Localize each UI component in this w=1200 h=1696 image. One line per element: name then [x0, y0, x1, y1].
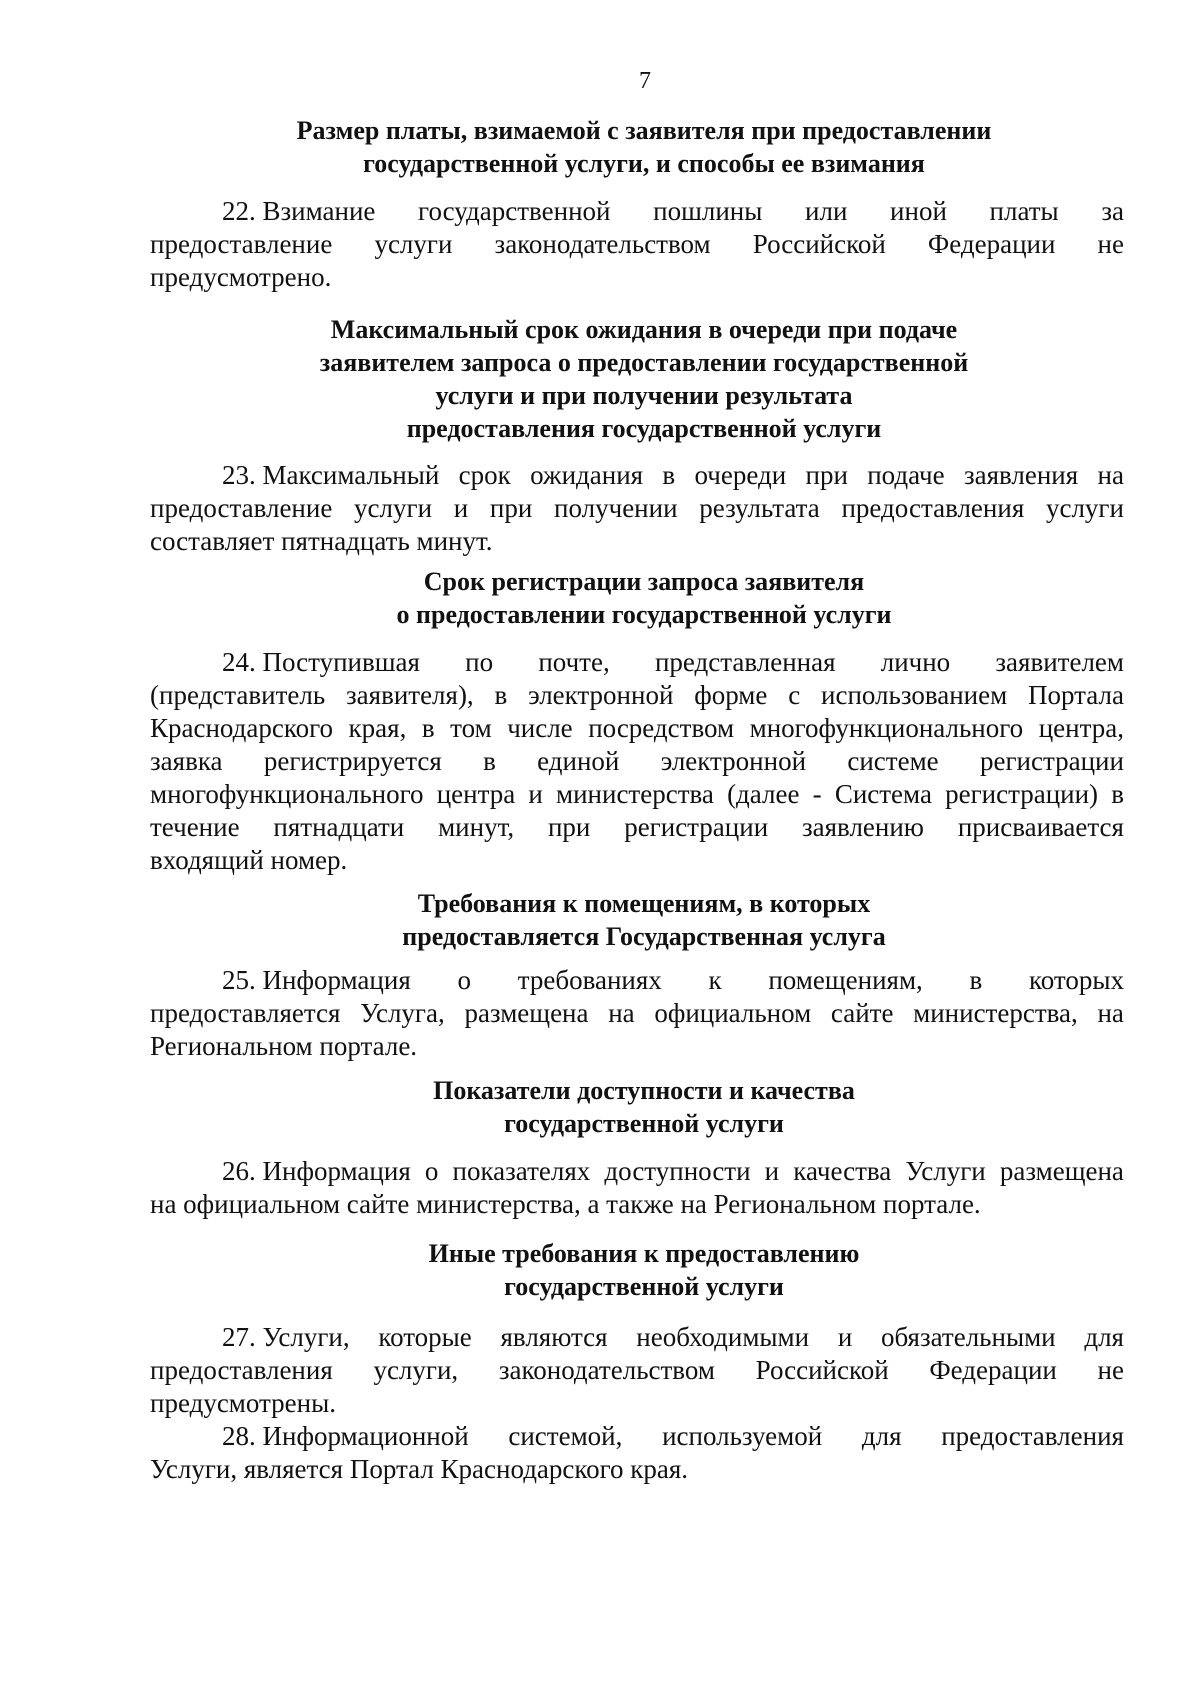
heading-line: Иные требования к предоставлению: [428, 1239, 860, 1268]
paragraph-line: [150, 964, 1124, 997]
paragraph-line: [150, 844, 1124, 877]
paragraph-line: [150, 1030, 1124, 1063]
word: 27. Услуги,: [222, 1322, 350, 1352]
paragraph-22: [150, 195, 1124, 294]
word: 26. Информация: [222, 1156, 411, 1186]
word: при: [489, 493, 533, 523]
paragraph-line: [150, 679, 1124, 712]
word: услуги: [1045, 493, 1124, 523]
heading-line: Максимальный срок ожидания в очереди при подаче: [330, 315, 958, 344]
paragraph-line: [150, 1420, 1124, 1453]
paragraph-line: [150, 745, 1124, 778]
heading-line: услуги и при получении результата: [435, 381, 853, 410]
word: платы: [989, 196, 1059, 226]
heading-line: Размер платы, взимаемой с заявителя при предоставлении: [296, 116, 992, 145]
word: министерства,: [913, 998, 1078, 1028]
paragraph-line: [150, 646, 1124, 679]
word: ожидания: [530, 460, 644, 490]
word: для: [861, 1421, 902, 1451]
word: многофункционального: [749, 713, 1024, 743]
word: Федерации: [929, 1355, 1057, 1385]
word: к: [708, 965, 722, 995]
word: Система: [834, 779, 932, 809]
word: Услуги, является Портал Краснодарского края.: [150, 1454, 689, 1484]
word: предусмотрено.: [150, 262, 332, 292]
word: при: [547, 812, 591, 842]
word: по: [465, 647, 494, 677]
word: в: [969, 965, 983, 995]
word: регистрации: [624, 812, 769, 842]
word: не: [1097, 1355, 1124, 1385]
word: при: [805, 460, 848, 490]
section-heading-other-requirements: [150, 1237, 1138, 1303]
word: законодательством: [498, 1355, 715, 1385]
paragraph-line: [150, 228, 1124, 261]
word: и: [764, 1156, 780, 1186]
word: 22. Взимание: [222, 196, 376, 226]
word: требованиях: [517, 965, 662, 995]
word: использованием: [821, 680, 1008, 710]
word: иной: [890, 196, 947, 226]
word: предоставления: [941, 1421, 1124, 1451]
heading-line: о предоставлении государственной услуги: [396, 600, 892, 629]
word: на: [1097, 998, 1124, 1028]
paragraph-line: [150, 778, 1124, 811]
word: регистрации): [945, 779, 1099, 809]
word: в: [494, 680, 508, 710]
word: которые: [378, 1322, 472, 1352]
word: 25. Информация: [222, 965, 411, 995]
paragraph-line: [150, 997, 1124, 1030]
word: входящий номер.: [150, 845, 348, 875]
paragraph-line: [150, 1354, 1124, 1387]
word: Услуга,: [360, 998, 445, 1028]
word: Услуги: [905, 1156, 986, 1186]
word: заявления: [963, 460, 1079, 490]
word: 23. Максимальный: [222, 460, 440, 490]
paragraph-line: [150, 1155, 1124, 1188]
word: и: [837, 1322, 853, 1352]
word: в: [421, 713, 435, 743]
paragraph-line: [150, 1321, 1124, 1354]
word: не: [1097, 229, 1124, 259]
word: о: [457, 965, 471, 995]
word: в: [662, 460, 676, 490]
word: (далее: [727, 779, 800, 809]
word: представленная: [654, 647, 836, 677]
page-number: 7: [639, 68, 651, 94]
word: обязательными: [880, 1322, 1056, 1352]
paragraph-line: [150, 492, 1124, 525]
word: пошлины: [653, 196, 763, 226]
word: посредством: [588, 713, 735, 743]
word: Федерации: [927, 229, 1056, 259]
word: официальном: [654, 998, 812, 1028]
word: в: [483, 746, 496, 776]
word: в: [1111, 779, 1124, 809]
word: системой,: [508, 1421, 623, 1451]
paragraph-line: [150, 1453, 1124, 1486]
word: подаче: [867, 460, 945, 490]
word: Российской: [755, 1355, 889, 1385]
word: заявителем: [995, 647, 1124, 677]
section-heading-queue-time: [150, 313, 1138, 445]
word: электронной: [528, 680, 674, 710]
word: многофункционального: [150, 779, 424, 809]
paragraph-line: [150, 261, 1124, 294]
word: заявлению: [801, 812, 924, 842]
word: и: [453, 493, 469, 523]
heading-line: Показатели доступности и качества: [433, 1076, 855, 1105]
word: размещена: [464, 998, 589, 1028]
word: качества: [793, 1156, 892, 1186]
word: услуги,: [373, 1355, 459, 1385]
word: сайте: [830, 998, 894, 1028]
word: центра,: [1038, 713, 1124, 743]
word: минут,: [438, 812, 515, 842]
word: заявителя),: [346, 680, 474, 710]
word: получении: [554, 493, 678, 523]
heading-line: заявителем запроса о предоставлении государственной: [319, 348, 969, 377]
paragraph-line: [150, 1188, 1124, 1221]
word: помещениям,: [768, 965, 923, 995]
word: течение: [150, 812, 240, 842]
heading-line: государственной услуги, и способы ее взимания: [363, 149, 925, 178]
word: министерства: [556, 779, 714, 809]
word: для: [1084, 1322, 1124, 1352]
word: составляет пятнадцать минут.: [150, 526, 493, 556]
word: Российской: [752, 229, 886, 259]
section-heading-fee: [150, 114, 1138, 180]
paragraph-line: [150, 1387, 1124, 1420]
word: регистрируется: [263, 746, 442, 776]
word: о: [424, 1156, 439, 1186]
word: края,: [348, 713, 407, 743]
paragraph-line: [150, 811, 1124, 844]
word: очереди: [694, 460, 787, 490]
word: и: [528, 779, 543, 809]
word: которых: [1029, 965, 1124, 995]
word: предоставление: [150, 229, 333, 259]
word: Региональном портале.: [150, 1031, 418, 1061]
word: том: [450, 713, 492, 743]
word: на: [1097, 460, 1124, 490]
heading-line: предоставляется Государственная услуга: [402, 922, 886, 951]
paragraph-line: [150, 459, 1124, 492]
paragraph-26: [150, 1155, 1124, 1221]
word: Краснодарского: [150, 713, 334, 743]
paragraph-27: [150, 1321, 1124, 1420]
word: используемой: [662, 1421, 823, 1451]
word: срок: [458, 460, 511, 490]
word: предоставления: [841, 493, 1025, 523]
paragraph-line: [150, 525, 1124, 558]
section-heading-accessibility: [150, 1074, 1138, 1140]
word: регистрации: [980, 746, 1124, 776]
word: лично: [880, 647, 951, 677]
word: показателях: [452, 1156, 591, 1186]
word: Портала: [1028, 680, 1124, 710]
word: единой: [537, 746, 620, 776]
word: системе: [847, 746, 939, 776]
heading-line: Срок регистрации запроса заявителя: [423, 567, 865, 596]
word: размещена: [999, 1156, 1124, 1186]
word: форме: [694, 680, 768, 710]
section-heading-premises: [150, 887, 1138, 953]
heading-line: государственной услуги: [504, 1109, 784, 1138]
word: присваивается: [957, 812, 1124, 842]
section-heading-registration: [150, 565, 1138, 631]
word: услуги: [354, 493, 433, 523]
word: пятнадцати: [273, 812, 405, 842]
word: -: [812, 779, 822, 809]
word: предусмотрены.: [150, 1388, 336, 1418]
word: центра: [436, 779, 516, 809]
paragraph-line: [150, 195, 1124, 228]
word: необходимыми: [636, 1322, 810, 1352]
word: услуги: [374, 229, 453, 259]
word: предоставление: [150, 493, 333, 523]
word: почте,: [538, 647, 610, 677]
word: на официальном сайте министерства, а также на Региональном портале.: [150, 1189, 981, 1219]
heading-line: государственной услуги: [504, 1272, 784, 1301]
word: 28. Информационной: [222, 1421, 469, 1451]
paragraph-24: [150, 646, 1124, 877]
word: с: [788, 680, 801, 710]
word: законодательством: [494, 229, 711, 259]
paragraph-25: [150, 964, 1124, 1063]
paragraph-line: [150, 712, 1124, 745]
heading-line: предоставления государственной услуги: [406, 414, 882, 443]
word: предоставления: [150, 1355, 333, 1385]
word: на: [608, 998, 635, 1028]
word: (представитель: [150, 680, 326, 710]
paragraph-23: [150, 459, 1124, 558]
paragraph-28: [150, 1420, 1124, 1486]
word: заявка: [150, 746, 223, 776]
word: за: [1101, 196, 1124, 226]
word: доступности: [604, 1156, 751, 1186]
word: являются: [500, 1322, 608, 1352]
word: электронной: [660, 746, 807, 776]
word: 24. Поступившая: [222, 647, 420, 677]
word: или: [805, 196, 848, 226]
word: результата: [699, 493, 820, 523]
word: государственной: [418, 196, 611, 226]
heading-line: Требования к помещениям, в которых: [417, 889, 871, 918]
word: предоставляется: [150, 998, 341, 1028]
word: числе: [507, 713, 573, 743]
